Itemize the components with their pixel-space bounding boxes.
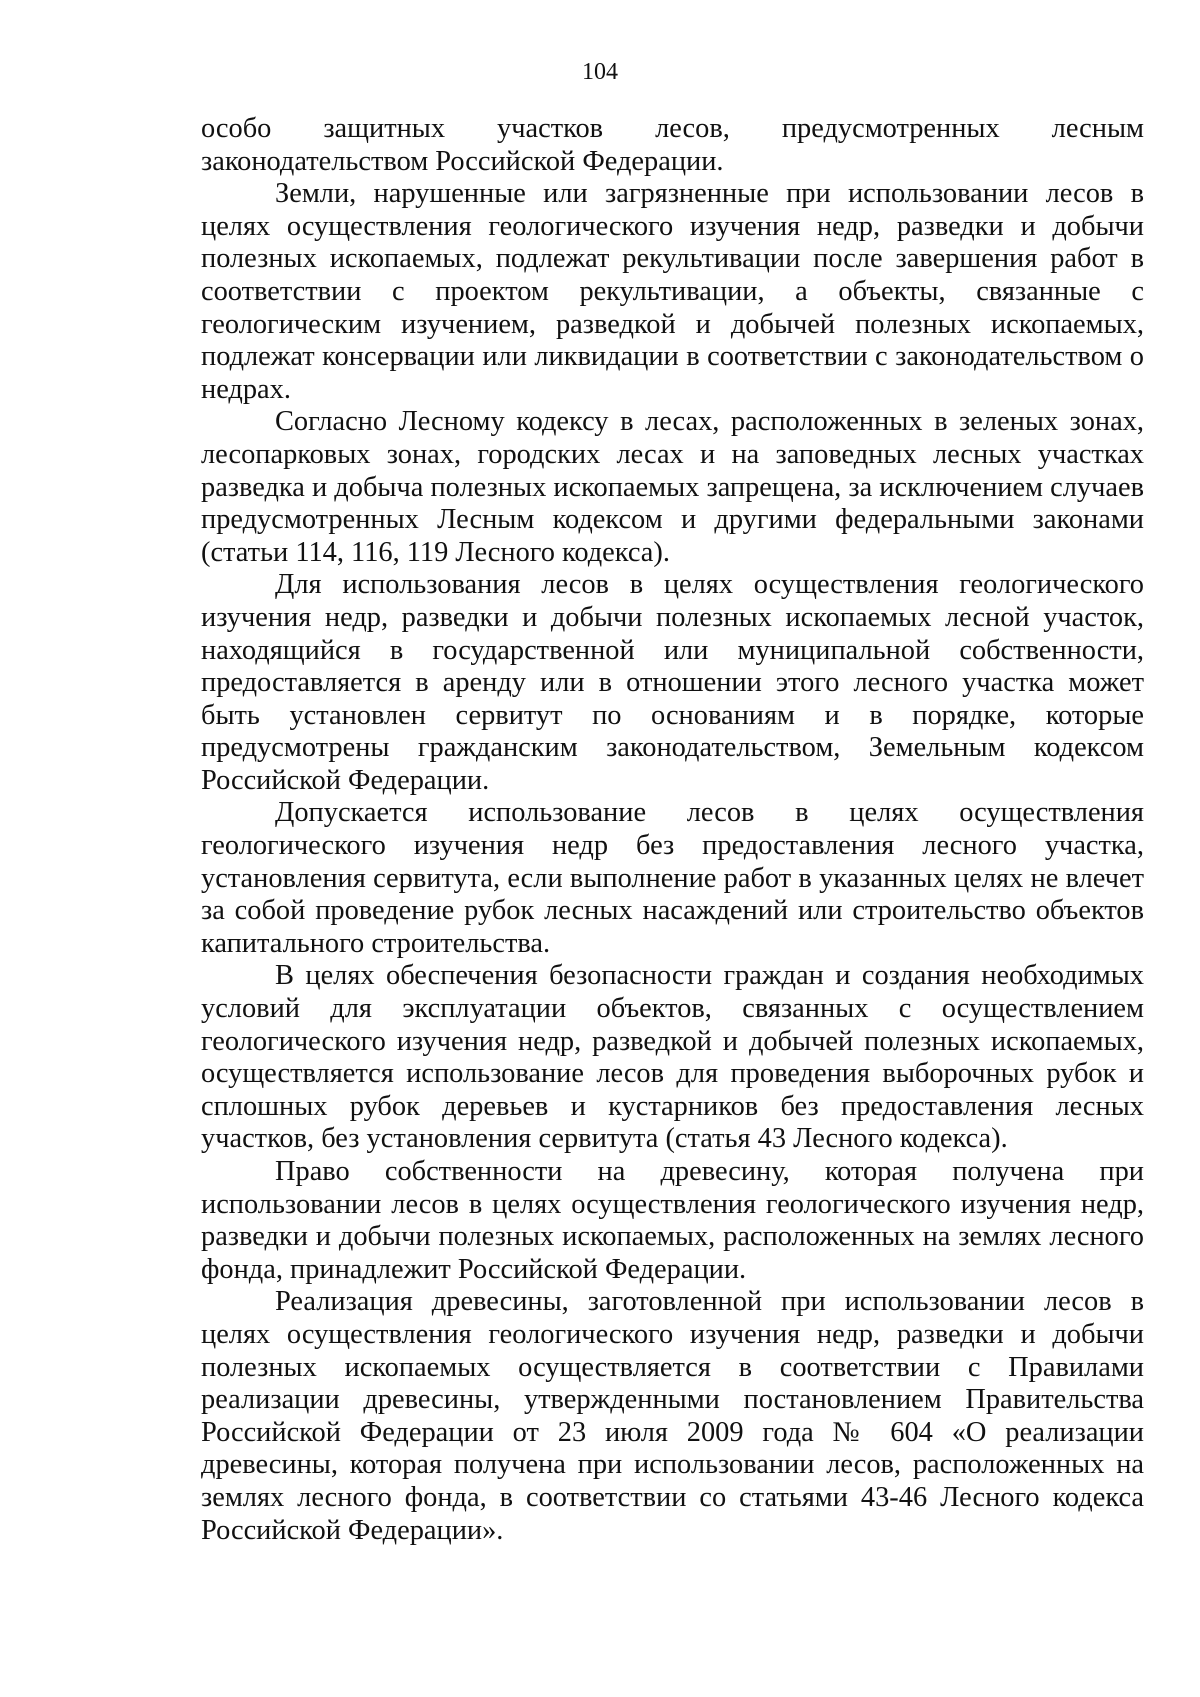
paragraph-safety-felling: В целях обеспечения безопасности граждан и создания необходимых условий для эксплуатации объектов, связанных с осуществлением геологического изучения недр, разведкой и добычей полезных ископаемых, осуществляется использование лесов для проведения выборочных рубок и сплошных рубок деревьев и кустарников без предоставления лесных участков, без установления сервитута (статья 43 Лесного кодекса). <box>201 960 1144 1155</box>
paragraph-timber-ownership: Право собственности на древесину, которая получена при использовании лесов в целях осуществления геологического изучения недр, разведки и добычи полезных ископаемых, расположенных на землях лесного фонда, принадлежит Российской Федерации. <box>201 1156 1144 1285</box>
document-body <box>201 113 1144 1547</box>
paragraph-forest-code-prohibition: Согласно Лесному кодексу в лесах, расположенных в зеленых зонах, лесопарковых зонах, городских лесах и на заповедных лесных участках разведка и добыча полезных ископаемых запрещена, за исключением случаев предусмотренных Лесным кодексом и другими федеральными законами (статьи 114, 116, 119 Лесного кодекса). <box>201 406 1144 568</box>
page-number: 104 <box>582 59 618 85</box>
paragraph-continuation: особо защитных участков лесов, предусмотренных лесным законодательством Российской Федерации. <box>201 113 1144 177</box>
paragraph-use-without-plot: Допускается использование лесов в целях осуществления геологического изучения недр без предоставления лесного участка, установления сервитута, если выполнение работ в указанных целях не влечет за собой проведение рубок лесных насаждений или строительство объектов капитального строительства. <box>201 797 1144 959</box>
paragraph-land-reclamation: Земли, нарушенные или загрязненные при использовании лесов в целях осуществления геологического изучения недр, разведки и добычи полезных ископаемых, подлежат рекультивации после завершения работ в соответствии с проектом рекультивации, а объекты, связанные с геологическим изучением, разведкой и добычей полезных ископаемых, подлежат консервации или ликвидации в соответствии с законодательством о недрах. <box>201 178 1144 405</box>
paragraph-timber-sale: Реализация древесины, заготовленной при использовании лесов в целях осуществления геологического изучения недр, разведки и добычи полезных ископаемых осуществляется в соответствии с Правилами реализации древесины, утвержденными постановлением Правительства Российской Федерации от 23 июля 2009 года № 604 «О реализации древесины, которая получена при использовании лесов, расположенных на землях лесного фонда, в соответствии со статьями 43-46 Лесного кодекса Российской Федерации». <box>201 1286 1144 1546</box>
paragraph-lease-servitude: Для использования лесов в целях осуществления геологического изучения недр, разведки и добычи полезных ископаемых лесной участок, находящийся в государственной или муниципальной собственности, предоставляется в аренду или в отношении этого лесного участка может быть установлен сервитут по основаниям и в порядке, которые предусмотрены гражданским законодательством, Земельным кодексом Российской Федерации. <box>201 569 1144 796</box>
